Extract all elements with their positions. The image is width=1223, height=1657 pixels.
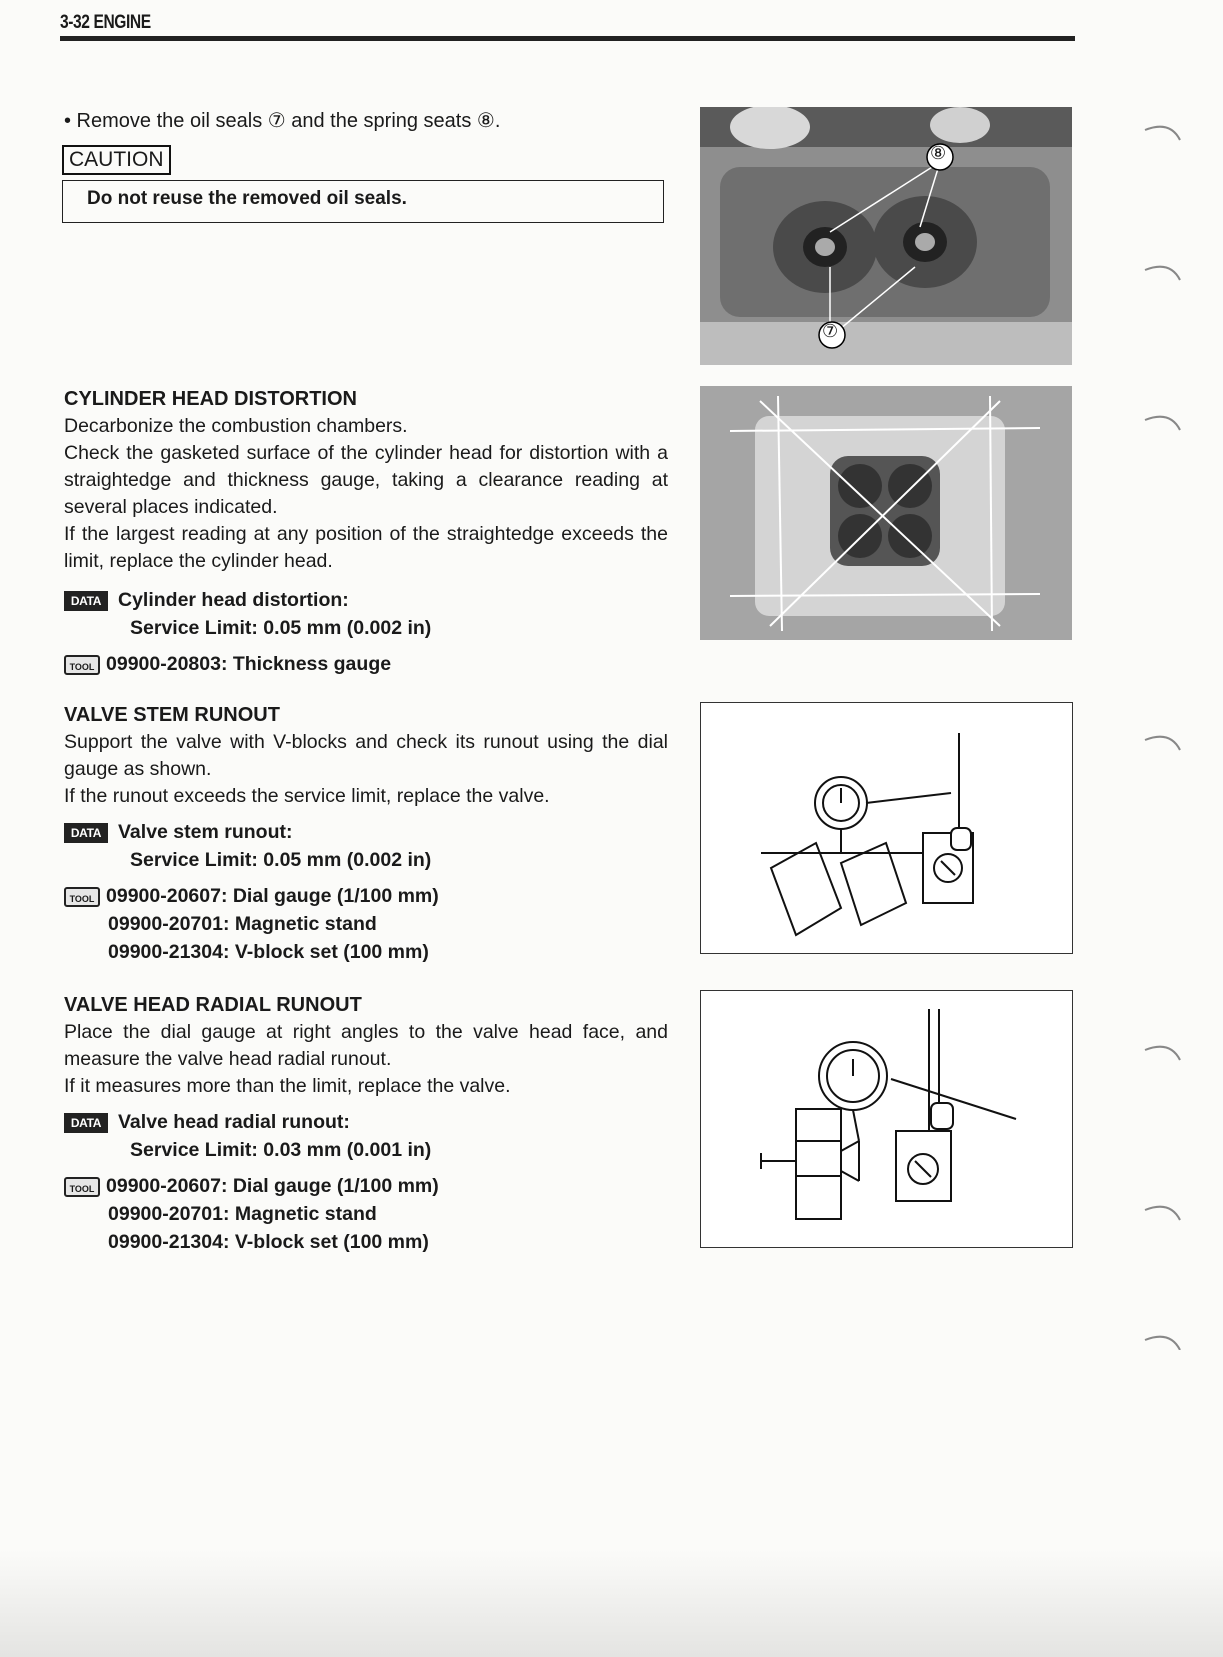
section-valve-head-radial-runout [64, 992, 668, 1100]
tool-item: 09900-20607: Dial gauge (1/100 mm) [106, 885, 439, 907]
callout-8: ⑧ [930, 143, 947, 163]
paragraph: If it measures more than the limit, replace the valve. [64, 1075, 511, 1097]
figure-valve-head-runout [700, 990, 1073, 1248]
spec-name: Cylinder head distortion: [118, 589, 349, 611]
paragraph: If the largest reading at any position of the straightedge exceeds the limit, replace the cylinder head. [64, 523, 668, 572]
data-icon: DATA [64, 823, 108, 843]
section-valve-stem-runout [64, 702, 668, 810]
header-rule [60, 36, 1075, 41]
spec-limit: Service Limit: 0.05 mm (0.002 in) [130, 617, 432, 639]
tool-block [64, 882, 439, 966]
tool-item: 09900-21304: V-block set (100 mm) [108, 941, 429, 963]
binder-marks [1140, 120, 1200, 1350]
page-header [60, 10, 1075, 44]
tool-item: 09900-21304: V-block set (100 mm) [108, 1231, 429, 1253]
tool-item: 09900-20701: Magnetic stand [108, 913, 377, 935]
tool-icon: TOOL [64, 655, 100, 675]
figure-cylinder-head-photo [700, 386, 1072, 640]
paragraph: Check the gasketed surface of the cylinder head for distortion with a straightedge and thickness gauge, taking a clearance reading at several places indicated. [64, 442, 668, 518]
caution-text: Do not reuse the removed oil seals. [87, 188, 407, 209]
caution-box [62, 180, 664, 223]
section-heading: VALVE HEAD RADIAL RUNOUT [64, 994, 362, 1016]
spec-block [64, 1108, 431, 1164]
section-heading: VALVE STEM RUNOUT [64, 704, 280, 726]
spec-name: Valve stem runout: [118, 821, 293, 843]
figure-oil-seal-photo [700, 107, 1072, 365]
data-icon: DATA [64, 1113, 108, 1133]
spec-name: Valve head radial runout: [118, 1111, 350, 1133]
paragraph: Support the valve with V-blocks and check its runout using the dial gauge as shown. [64, 731, 668, 780]
spec-block [64, 586, 431, 642]
intro-bullet: • Remove the oil seals ⑦ and the spring seats ⑧. [64, 110, 501, 132]
tool-icon: TOOL [64, 887, 100, 907]
paragraph: Decarbonize the combustion chambers. [64, 415, 408, 437]
tool-item: 09900-20701: Magnetic stand [108, 1203, 377, 1225]
tool-block [64, 650, 391, 678]
tool-item: 09900-20607: Dial gauge (1/100 mm) [106, 1175, 439, 1197]
caution-label: CAUTION [62, 145, 171, 175]
paragraph: Place the dial gauge at right angles to the valve head face, and measure the valve head radial runout. [64, 1021, 668, 1070]
tool-icon: TOOL [64, 1177, 100, 1197]
spec-block [64, 818, 431, 874]
spec-limit: Service Limit: 0.05 mm (0.002 in) [130, 849, 432, 871]
callout-7: ⑦ [822, 321, 839, 341]
tool-block [64, 1172, 439, 1256]
footer-shade [0, 1550, 1223, 1657]
spec-limit: Service Limit: 0.03 mm (0.001 in) [130, 1139, 432, 1161]
tool-item: 09900-20803: Thickness gauge [106, 653, 392, 675]
figure-valve-stem-runout [700, 702, 1073, 954]
data-icon: DATA [64, 591, 108, 611]
section-heading: CYLINDER HEAD DISTORTION [64, 388, 357, 410]
paragraph: If the runout exceeds the service limit, replace the valve. [64, 785, 550, 807]
section-cylinder-head-distortion [64, 386, 668, 575]
page-number: 3-32 ENGINE [60, 12, 151, 33]
